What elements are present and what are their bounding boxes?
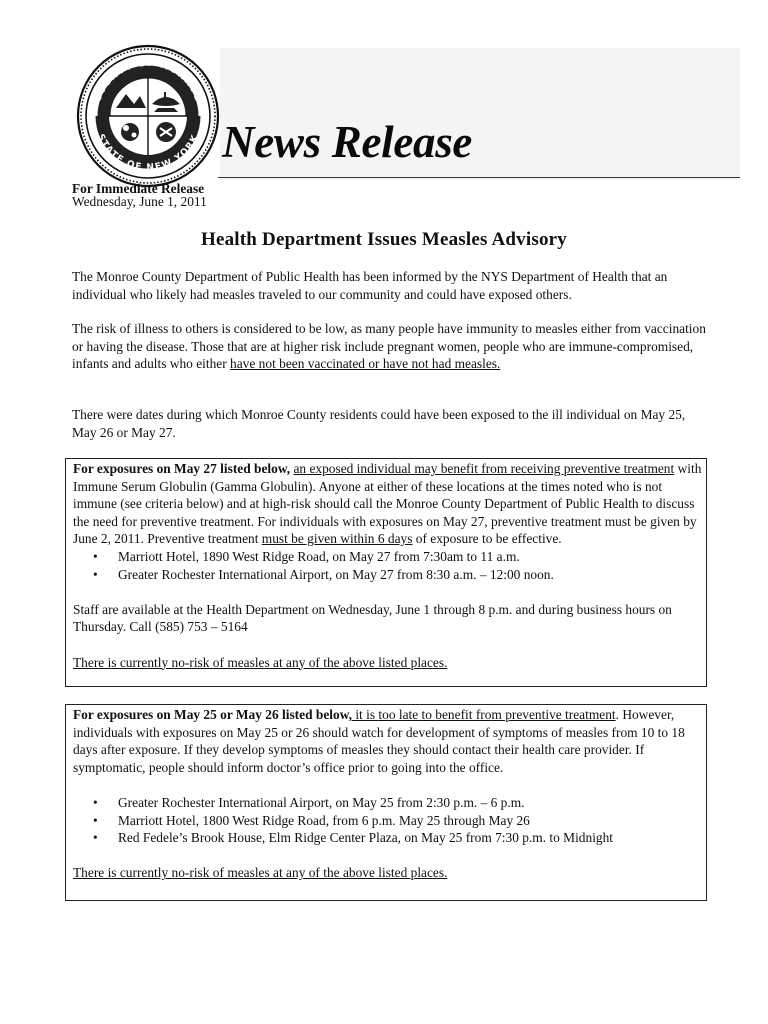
- release-label: For Immediate Release: [72, 181, 205, 196]
- bullet-icon: •: [93, 830, 98, 846]
- may27-risk-note: There is currently no-risk of measles at any of the above listed places.: [73, 654, 448, 670]
- may25-location-list: [73, 794, 706, 847]
- may27-underlined-deadline: must be given within 6 days: [261, 531, 413, 547]
- paragraph-risk-text: The risk of illness to others is considered to be low, as many people have immunity to measles either from vaccination or having the disease. Those that are at higher risk include pregnant women, people who are immune-compromised, infants and adults who either: [72, 321, 706, 372]
- list-item: [73, 566, 706, 584]
- list-item: [73, 812, 706, 830]
- spacer: [73, 583, 706, 601]
- bullet-icon: •: [93, 548, 98, 564]
- list-item: [73, 548, 706, 566]
- list-item: [73, 794, 706, 812]
- paragraph-risk: [72, 320, 712, 373]
- spacer: [73, 776, 706, 794]
- may25-risk-note: There is currently no-risk of measles at any of the above listed places.: [73, 865, 448, 881]
- letterhead: [70, 40, 740, 180]
- paragraph-risk-underlined: have not been vaccinated or have not had measles.: [230, 356, 501, 372]
- list-item-text: Greater Rochester International Airport, on May 25 from 2:30 p.m. – 6 p.m.: [118, 794, 525, 810]
- bullet-icon: •: [93, 812, 98, 828]
- may25-text: . However, individuals with exposures on May 25 or 26 should watch for development of symptoms of measles from 10 to 18 days after exposure. If they develop symptoms of measles they should contact their health care provider. If symptomatic, people should inform doctor’s office prior to going into the office.: [73, 707, 685, 775]
- news-release-title: News Release: [222, 117, 473, 167]
- may27-text: with Immune Serum Globulin (Gamma Globulin). Anyone at either of these locations at the times noted who is not immune (see criteria below) and at high-risk should call the Monroe County Department of Public Health to discuss the need for preventive treatment. For individuals with exposures on May 27, preventive treatment must be given by June 2, 2011. Preventive treatment: [73, 461, 702, 547]
- may27-bold-lead: For exposures on May 27 listed below,: [73, 461, 291, 476]
- may27-intro: [73, 460, 706, 548]
- list-item-text: Marriott Hotel, 1890 West Ridge Road, on May 27 from 7:30am to 11 a.m.: [118, 548, 520, 564]
- may27-staff-note: Staff are available at the Health Department on Wednesday, June 1 through 8 p.m. and during business hours on Thursday. Call (585) 753 – 5164: [73, 601, 672, 635]
- may25-26-exposure-box: [65, 704, 707, 901]
- headline: Health Department Issues Measles Advisory: [200, 229, 567, 250]
- release-date: Wednesday, June 1, 2011: [72, 194, 207, 209]
- svg-text:COUNTY OF MONROE: COUNTY OF MONROE: [93, 58, 203, 104]
- may25-bold-comma: ,: [348, 707, 352, 722]
- bullet-icon: •: [93, 566, 98, 582]
- may25-bold-lead: For exposures on May 25 or May 26 listed below: [73, 707, 349, 722]
- paragraph-dates: There were dates during which Monroe County residents could have been exposed to the ill individual on May 25, May 26 or May 27.: [72, 407, 686, 440]
- list-item: [73, 829, 706, 847]
- paragraph-informed: The Monroe County Department of Public Health has been informed by the NYS Department of Health that an individual who likely had measles traveled to our community and could have exposed others.: [72, 269, 668, 302]
- may25-underlined-too-late: it is too late to benefit from preventive treatment: [351, 707, 616, 722]
- may27-exposure-box: [65, 458, 707, 687]
- list-item-text: Greater Rochester International Airport, on May 27 from 8:30 a.m. – 12:00 noon.: [118, 566, 554, 582]
- list-item-text: Red Fedele’s Brook House, Elm Ridge Center Plaza, on May 25 from 7:30 p.m. to Midnight: [118, 830, 614, 846]
- may27-underlined-benefit: an exposed individual may benefit from receiving preventive treatment: [293, 461, 675, 476]
- bullet-icon: •: [93, 794, 98, 810]
- spacer: [73, 636, 706, 654]
- svg-text:STATE OF NEW YORK: STATE OF NEW YORK: [94, 132, 202, 174]
- may27-location-list: [73, 548, 706, 583]
- may25-intro: [73, 706, 706, 776]
- may27-text-end: of exposure to be effective.: [412, 531, 562, 547]
- county-seal-logo: [74, 42, 222, 190]
- list-item-text: Marriott Hotel, 1800 West Ridge Road, from 6 p.m. May 25 through May 26: [118, 812, 530, 828]
- header-divider: [218, 177, 740, 178]
- spacer: [73, 847, 706, 865]
